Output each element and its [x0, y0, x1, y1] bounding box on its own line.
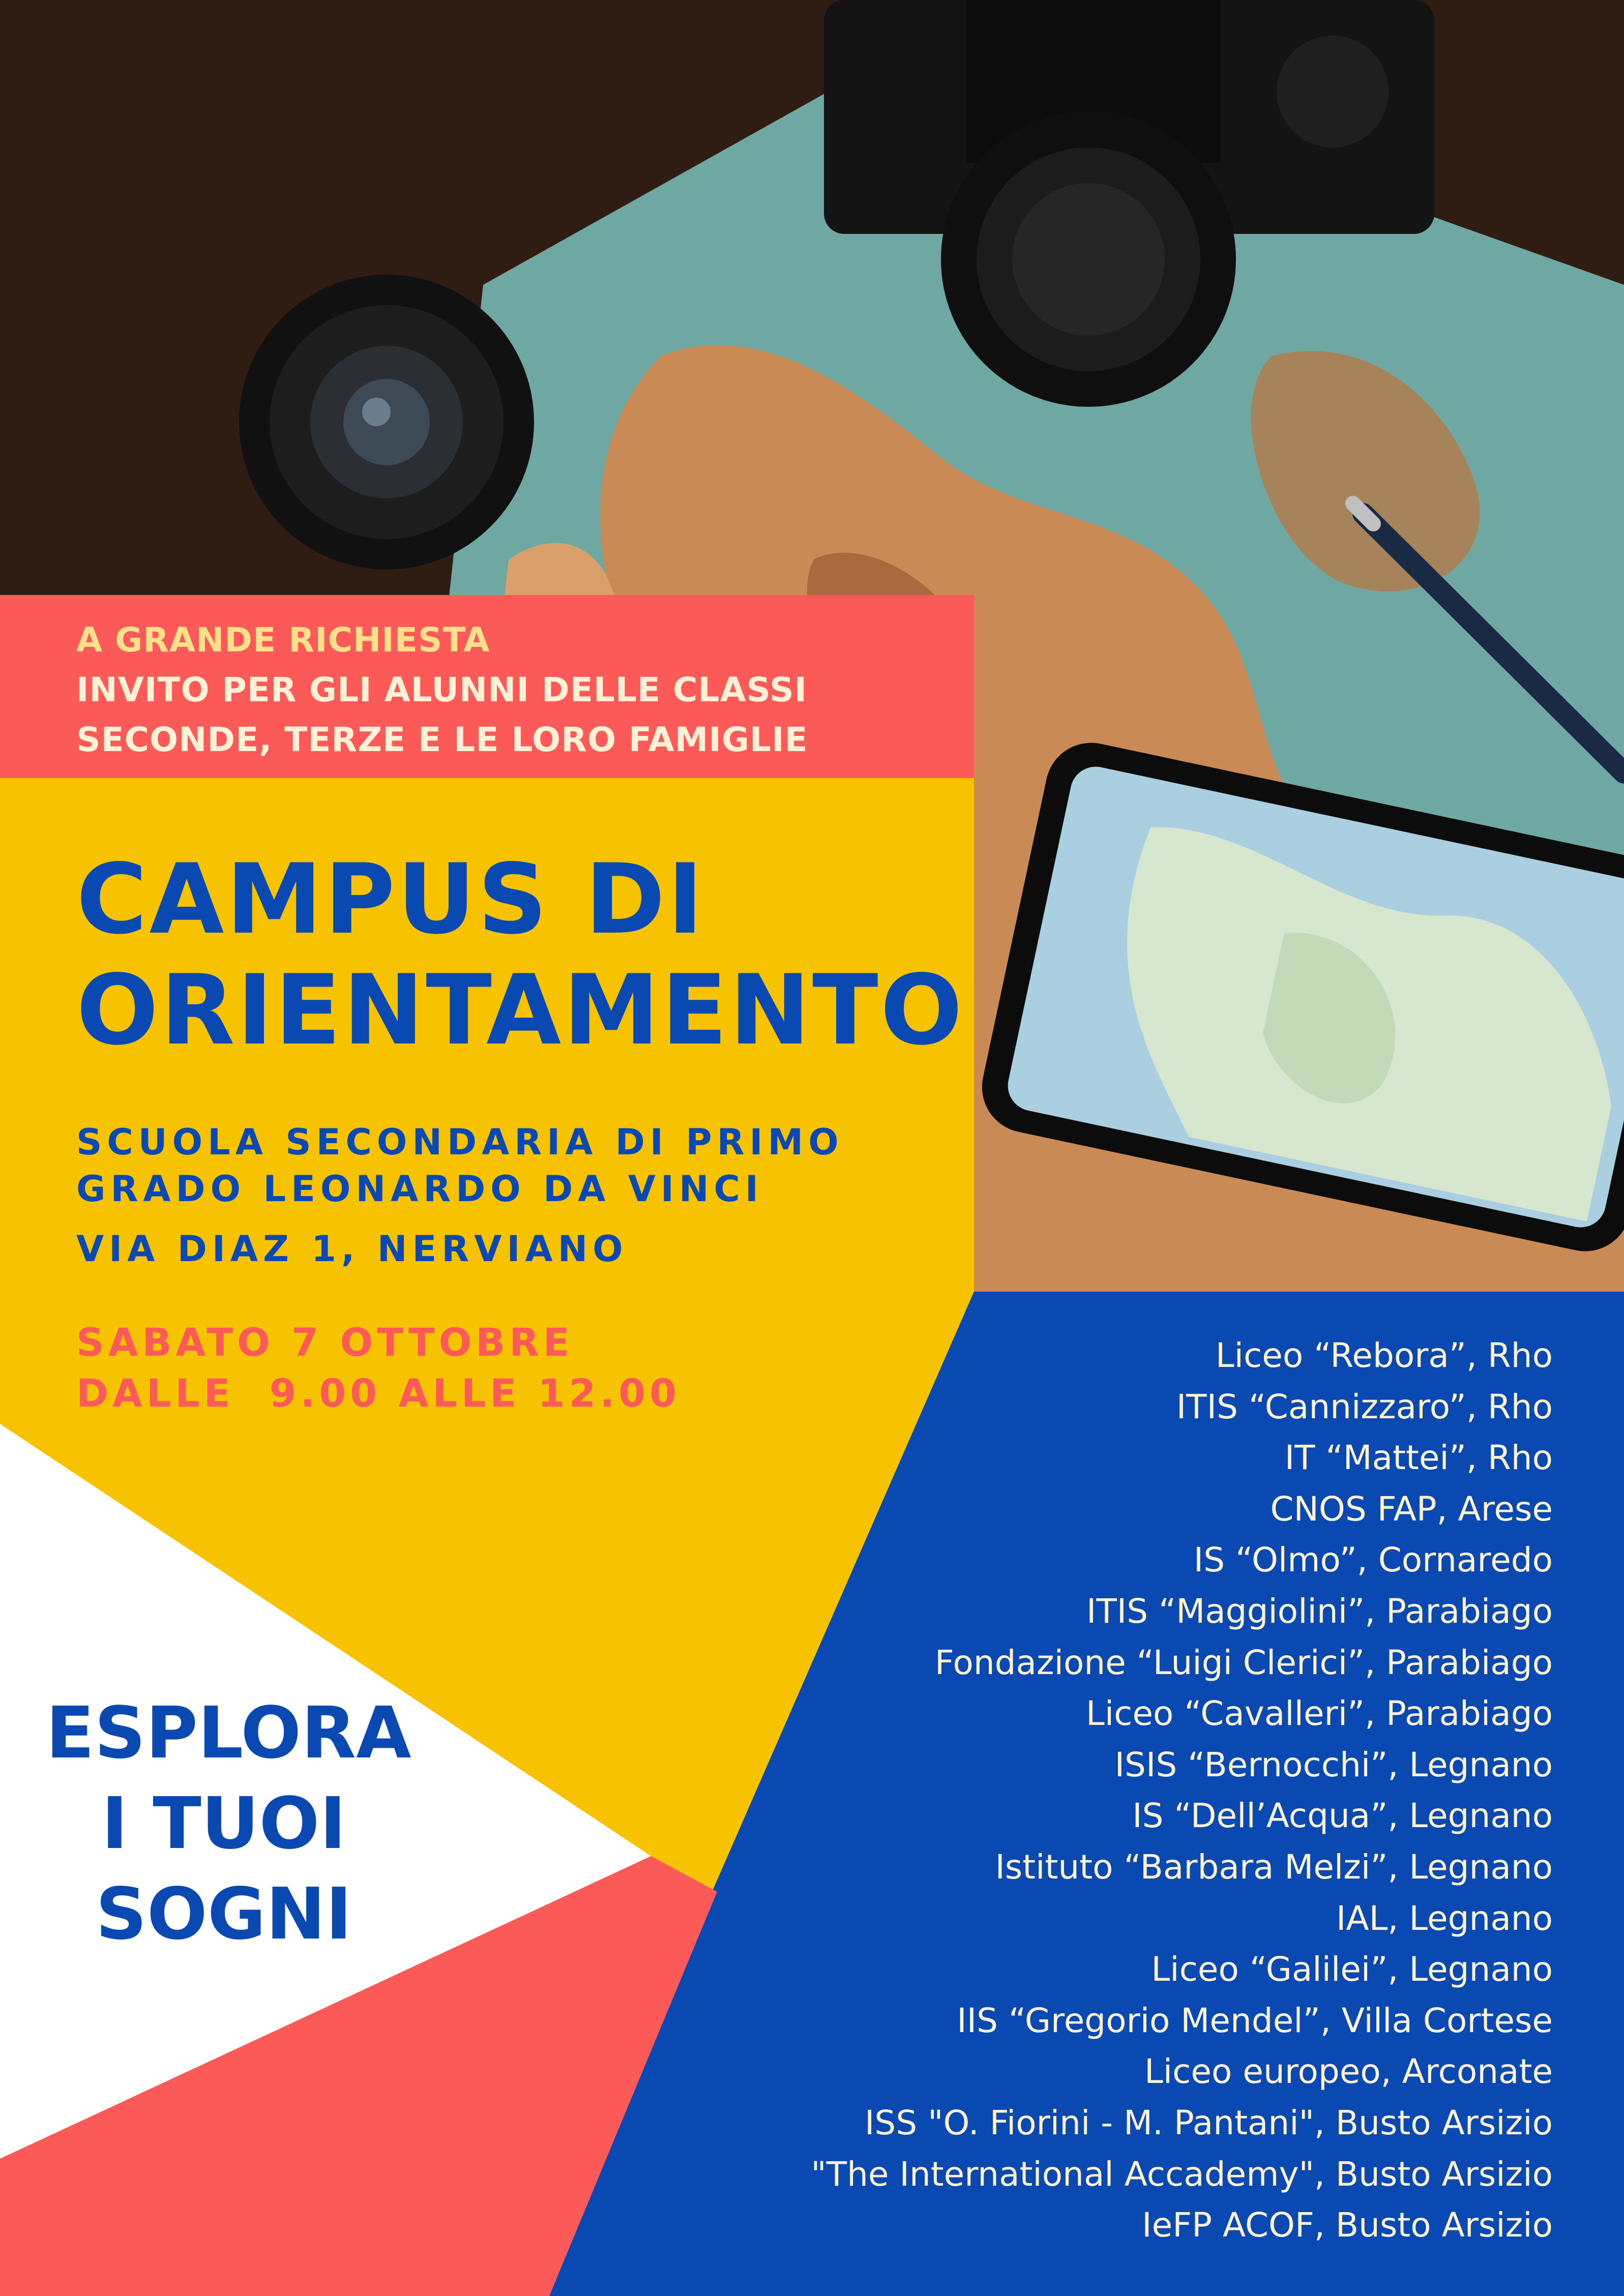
- list-item: ITIS “Maggiolini”, Parabiago: [1086, 1591, 1553, 1631]
- intro-line: SECONDE, TERZE E LE LORO FAMIGLIE: [76, 720, 808, 759]
- list-item: IS “Dell’Acqua”, Legnano: [1132, 1796, 1553, 1836]
- school-line: SCUOLA SECONDARIA DI PRIMO: [76, 1121, 844, 1163]
- event-date: SABATO 7 OTTOBRE: [76, 1320, 574, 1365]
- school-line: GRADO LEONARDO DA VINCI: [76, 1168, 763, 1210]
- page-title: [76, 844, 964, 1066]
- list-item: CNOS FAP, Arese: [1270, 1489, 1553, 1529]
- list-item: ISIS “Bernocchi”, Legnano: [1114, 1745, 1553, 1784]
- title-line: CAMPUS DI: [76, 843, 705, 956]
- list-item: Liceo “Cavalleri”, Parabiago: [1086, 1694, 1553, 1734]
- intro-line: INVITO PER GLI ALUNNI DELLE CLASSI: [76, 670, 808, 709]
- participating-schools-list: [586, 1330, 1553, 2251]
- list-item: Istituto “Barbara Melzi”, Legnano: [995, 1847, 1553, 1887]
- list-item: IAL, Legnano: [1336, 1898, 1553, 1938]
- list-item: Liceo “Galilei”, Legnano: [1151, 1950, 1553, 1989]
- slogan-line: ESPLORA: [46, 1692, 411, 1775]
- list-item: ITIS “Cannizzaro”, Rho: [1176, 1387, 1553, 1426]
- list-item: Fondazione “Luigi Clerici”, Parabiago: [934, 1643, 1553, 1682]
- list-item: IT “Mattei”, Rho: [1284, 1438, 1553, 1478]
- intro-line: A GRANDE RICHIESTA: [76, 620, 490, 660]
- list-item: IS “Olmo”, Cornaredo: [1193, 1540, 1553, 1580]
- list-item: IeFP ACOF, Busto Arsizio: [1142, 2205, 1553, 2245]
- intro-text: [76, 615, 808, 765]
- list-item: IIS “Gregorio Mendel”, Villa Cortese: [957, 2001, 1553, 2040]
- list-item: Liceo europeo, Arconate: [1144, 2052, 1553, 2092]
- slogan-line: SOGNI: [95, 1873, 352, 1956]
- slogan-line: I TUOI: [101, 1782, 346, 1865]
- slogan: [46, 1688, 411, 1960]
- list-item: "The International Accademy", Busto Arsizio: [811, 2154, 1553, 2194]
- list-item: Liceo “Rebora”, Rho: [1215, 1336, 1553, 1375]
- event-time: DALLE 9.00 ALLE 12.00: [76, 1370, 681, 1416]
- address: VIA DIAZ 1, NERVIANO: [76, 1228, 628, 1270]
- school-name: [76, 1119, 844, 1212]
- list-item: ISS "O. Fiorini - M. Pantani", Busto Arsizio: [864, 2103, 1553, 2142]
- title-line: ORIENTAMENTO: [76, 954, 965, 1066]
